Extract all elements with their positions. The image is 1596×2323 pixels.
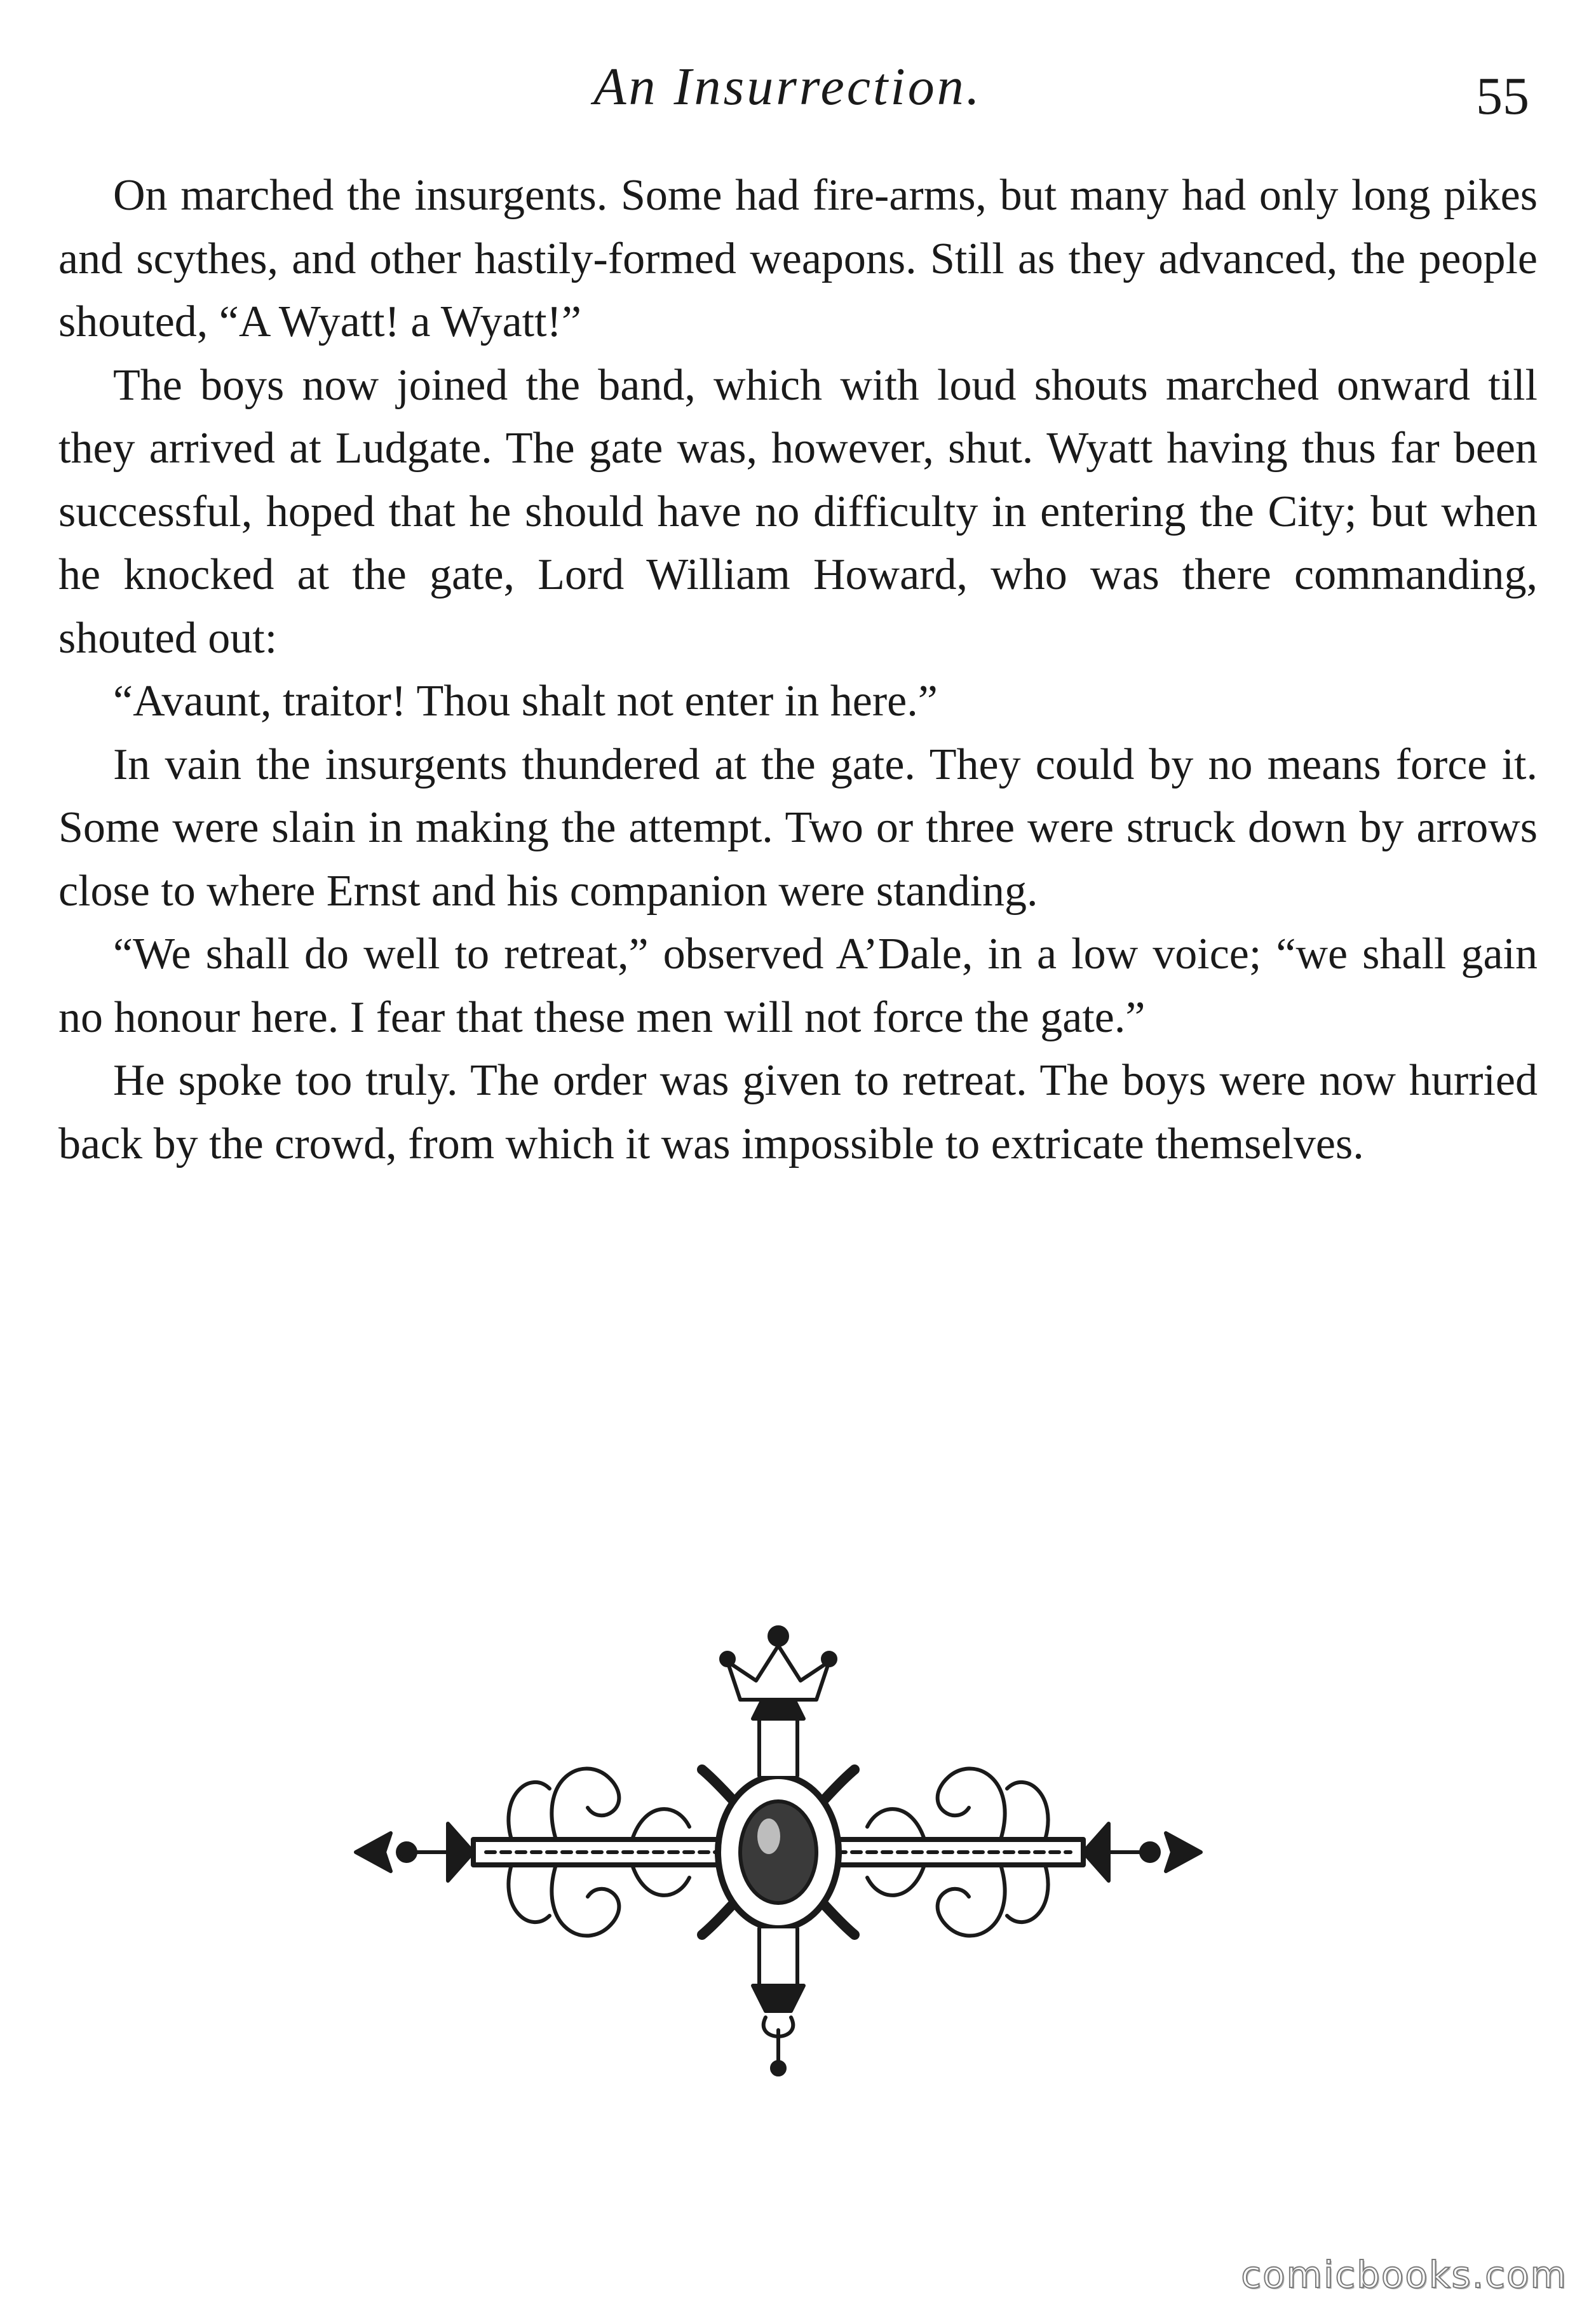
page-number: 55 xyxy=(1476,67,1529,126)
running-title: An Insurrection. xyxy=(593,57,982,116)
paragraph-4: In vain the insurgents thundered at the gate. They could by no means force it. Some were slain in making the attempt. Two or three were struck down by arrows close to where Ernst and his companion were standing. xyxy=(58,740,1538,916)
paragraph-6: He spoke too truly. The order was given to retreat. The boys were now hurried back by the crowd, from which it was impossible to extricate themselves. xyxy=(58,1056,1538,1168)
paragraph-1: On marched the insurgents. Some had fire-arms, but many had only long pikes and scythes, and other hastily-formed weapons. Still as they advanced, the people shouted, “A Wyatt! a Wyatt!” xyxy=(58,171,1538,346)
watermark: comicbooks.com xyxy=(1241,2253,1567,2296)
ornamental-crest-icon xyxy=(346,1611,1210,2081)
paragraph-3: “Avaunt, traitor! Thou shalt not enter in here.” xyxy=(113,677,938,726)
body-text xyxy=(58,164,1538,1175)
paragraph-5: “We shall do well to retreat,” observed A’Dale, in a low voice; “we shall gain no honour here. I fear that these men will not force the gate.” xyxy=(58,930,1538,1042)
paragraph-2: The boys now joined the band, which with loud shouts marched onward till they arrived at Ludgate. The gate was, however, shut. Wyatt having thus far been successful, hoped that he should have no difficulty in entering the City; but when he knocked at the gate, Lord William Howard, who was there commanding, shouted out: xyxy=(58,360,1538,663)
